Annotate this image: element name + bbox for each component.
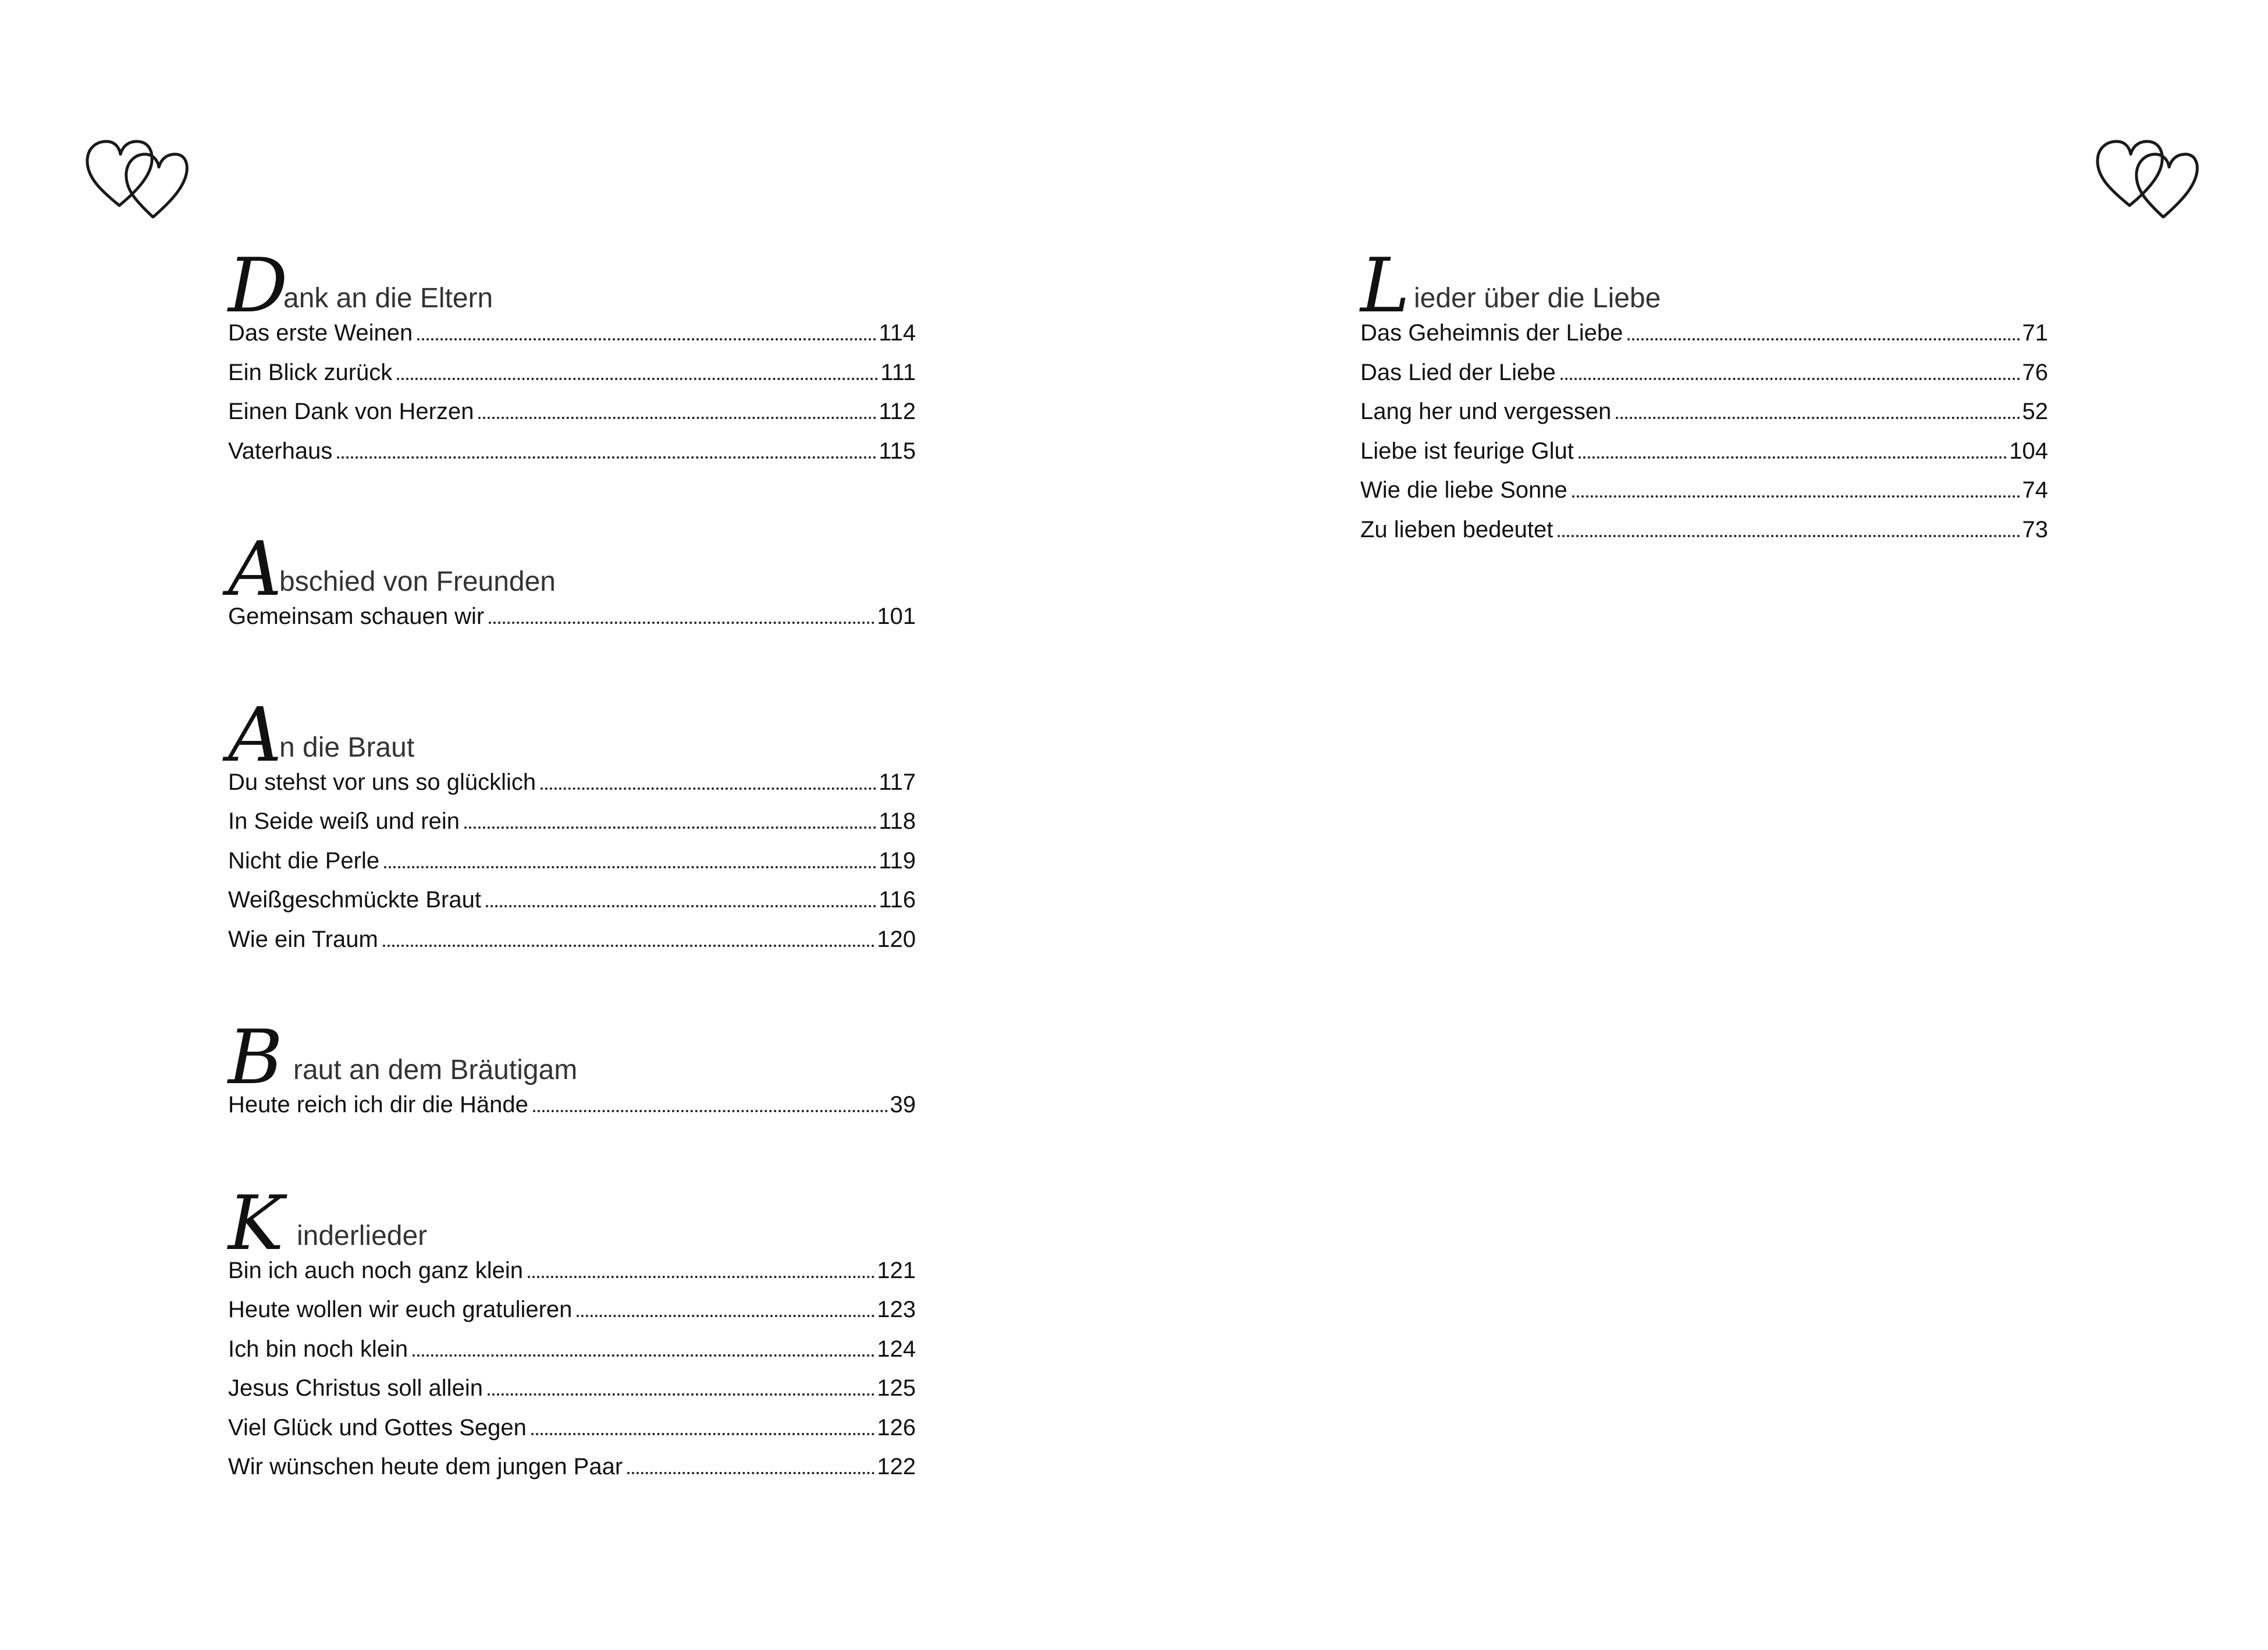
entry-title: Wir wünschen heute dem jungen Paar [228, 1454, 623, 1479]
dot-leader [417, 338, 876, 340]
decorative-initial: A [228, 526, 282, 613]
toc-entry[interactable] [228, 1454, 916, 1493]
section-heading [228, 1010, 916, 1101]
toc-entry[interactable] [1360, 517, 2048, 556]
entry-page-number: 118 [879, 808, 916, 834]
entry-page-number: 104 [2009, 438, 2048, 464]
entry-title: In Seide weiß und rein [228, 808, 460, 834]
toc-entry[interactable] [228, 1092, 916, 1131]
entry-page-number: 124 [877, 1336, 916, 1362]
dot-leader [1558, 535, 2020, 537]
section-heading [228, 522, 916, 613]
toc-entry[interactable] [228, 808, 916, 848]
entry-page-number: 115 [879, 438, 916, 464]
entry-title: Wie die liebe Sonne [1360, 477, 1567, 503]
entry-page-number: 120 [877, 926, 916, 952]
dot-leader [413, 1354, 875, 1357]
entry-title: Gemeinsam schauen wir [228, 604, 485, 629]
entry-title: Bin ich auch noch ganz klein [228, 1257, 523, 1283]
entry-page-number: 101 [877, 604, 916, 629]
toc-section [228, 1176, 916, 1493]
dot-leader [528, 1276, 875, 1278]
entry-page-number: 71 [2022, 320, 2048, 346]
decorative-initial: D [228, 243, 288, 329]
decorative-initial: A [228, 691, 282, 779]
dot-leader [478, 417, 876, 419]
toc-section [228, 522, 916, 643]
dot-leader [1572, 495, 2020, 498]
section-heading-text: inderlieder [297, 1220, 428, 1251]
toc-section [1360, 239, 2048, 556]
entry-page-number: 111 [880, 359, 916, 385]
toc-entry[interactable] [228, 438, 916, 478]
dot-leader [488, 1393, 875, 1396]
decorative-initial: K [228, 1180, 284, 1267]
toc-entry[interactable] [228, 769, 916, 809]
toc-entry[interactable] [1360, 320, 2048, 360]
toc-left-column [228, 239, 916, 1538]
toc-entry[interactable] [1360, 477, 2048, 517]
section-heading [1360, 239, 2048, 329]
decorative-initial: B [228, 1014, 283, 1101]
toc-entry[interactable] [228, 360, 916, 399]
dot-leader [531, 1433, 875, 1435]
section-heading-text: raut an dem Bräutigam [293, 1055, 578, 1085]
entry-page-number: 39 [890, 1092, 916, 1117]
dot-leader [1579, 456, 2007, 459]
dot-leader [541, 787, 876, 790]
entry-page-number: 112 [879, 399, 916, 424]
toc-entry[interactable] [228, 1375, 916, 1415]
entry-page-number: 116 [879, 887, 916, 913]
entry-page-number: 73 [2022, 516, 2048, 542]
toc-entry[interactable] [228, 1258, 916, 1297]
entry-page-number: 117 [879, 769, 916, 795]
entry-title: Nicht die Perle [228, 847, 380, 874]
entry-page-number: 122 [877, 1454, 916, 1479]
toc-entry[interactable] [228, 604, 916, 643]
entry-title: Ich bin noch klein [228, 1336, 408, 1362]
entry-title: Jesus Christus soll allein [228, 1375, 483, 1401]
entry-page-number: 119 [879, 847, 916, 874]
dot-leader [337, 456, 876, 459]
dot-leader [627, 1472, 875, 1474]
toc-entry[interactable] [1360, 360, 2048, 399]
entry-title: Viel Glück und Gottes Segen [228, 1414, 527, 1440]
toc-entry[interactable] [228, 320, 916, 360]
entry-title: Wie ein Traum [228, 926, 378, 952]
toc-entry[interactable] [228, 927, 916, 966]
section-heading-text: ieder über die Liebe [1414, 283, 1661, 314]
section-heading [228, 688, 916, 779]
double-heart-outline-icon [84, 137, 189, 218]
toc-entry[interactable] [1360, 438, 2048, 478]
section-heading [228, 239, 916, 329]
entry-title: Du stehst vor uns so glücklich [228, 769, 536, 795]
toc-entry[interactable] [1360, 399, 2048, 438]
toc-section [228, 688, 916, 966]
dot-leader [384, 866, 876, 868]
toc-entry[interactable] [228, 887, 916, 927]
entry-page-number: 121 [877, 1257, 916, 1283]
dot-leader [577, 1315, 875, 1317]
entry-page-number: 123 [877, 1297, 916, 1322]
entry-title: Das Geheimnis der Liebe [1360, 320, 1623, 346]
dot-leader [1560, 378, 2020, 380]
dot-leader [464, 826, 876, 829]
toc-entry[interactable] [228, 399, 916, 438]
entry-title: Vaterhaus [228, 438, 333, 464]
dot-leader [383, 945, 875, 947]
entry-title: Heute reich ich dir die Hände [228, 1092, 528, 1117]
toc-entry[interactable] [228, 1336, 916, 1376]
toc-entry[interactable] [228, 1415, 916, 1454]
entry-page-number: 126 [877, 1414, 916, 1440]
section-heading-text: n die Braut [279, 732, 415, 763]
toc-right-column [1360, 239, 2048, 601]
section-heading-text: ank an die Eltern [283, 283, 493, 314]
entry-title: Einen Dank von Herzen [228, 399, 474, 424]
section-heading [228, 1176, 916, 1267]
entry-title: Ein Blick zurück [228, 359, 393, 385]
entry-title: Das Lied der Liebe [1360, 359, 1556, 385]
entry-page-number: 74 [2022, 477, 2048, 503]
toc-section [228, 239, 916, 477]
double-heart-outline-icon [2095, 137, 2199, 218]
entry-page-number: 114 [879, 320, 916, 346]
decorative-initial: L [1360, 243, 1410, 329]
toc-section [228, 1010, 916, 1131]
entry-title: Lang her und vergessen [1360, 399, 1612, 424]
entry-title: Zu lieben bedeutet [1360, 516, 1554, 542]
entry-page-number: 125 [877, 1375, 916, 1401]
toc-entry[interactable] [228, 848, 916, 888]
entry-title: Weißgeschmückte Braut [228, 887, 481, 913]
entry-page-number: 52 [2022, 399, 2048, 424]
entry-page-number: 76 [2022, 359, 2048, 385]
dot-leader [533, 1110, 888, 1112]
dot-leader [1616, 417, 2020, 419]
dot-leader [1627, 338, 2020, 340]
entry-title: Das erste Weinen [228, 320, 413, 346]
entry-title: Liebe ist feurige Glut [1360, 438, 1574, 464]
dot-leader [397, 378, 878, 380]
dot-leader [486, 905, 876, 907]
toc-entry[interactable] [228, 1297, 916, 1336]
section-heading-text: bschied von Freunden [279, 566, 556, 597]
dot-leader [489, 622, 875, 624]
entry-title: Heute wollen wir euch gratulieren [228, 1297, 573, 1322]
